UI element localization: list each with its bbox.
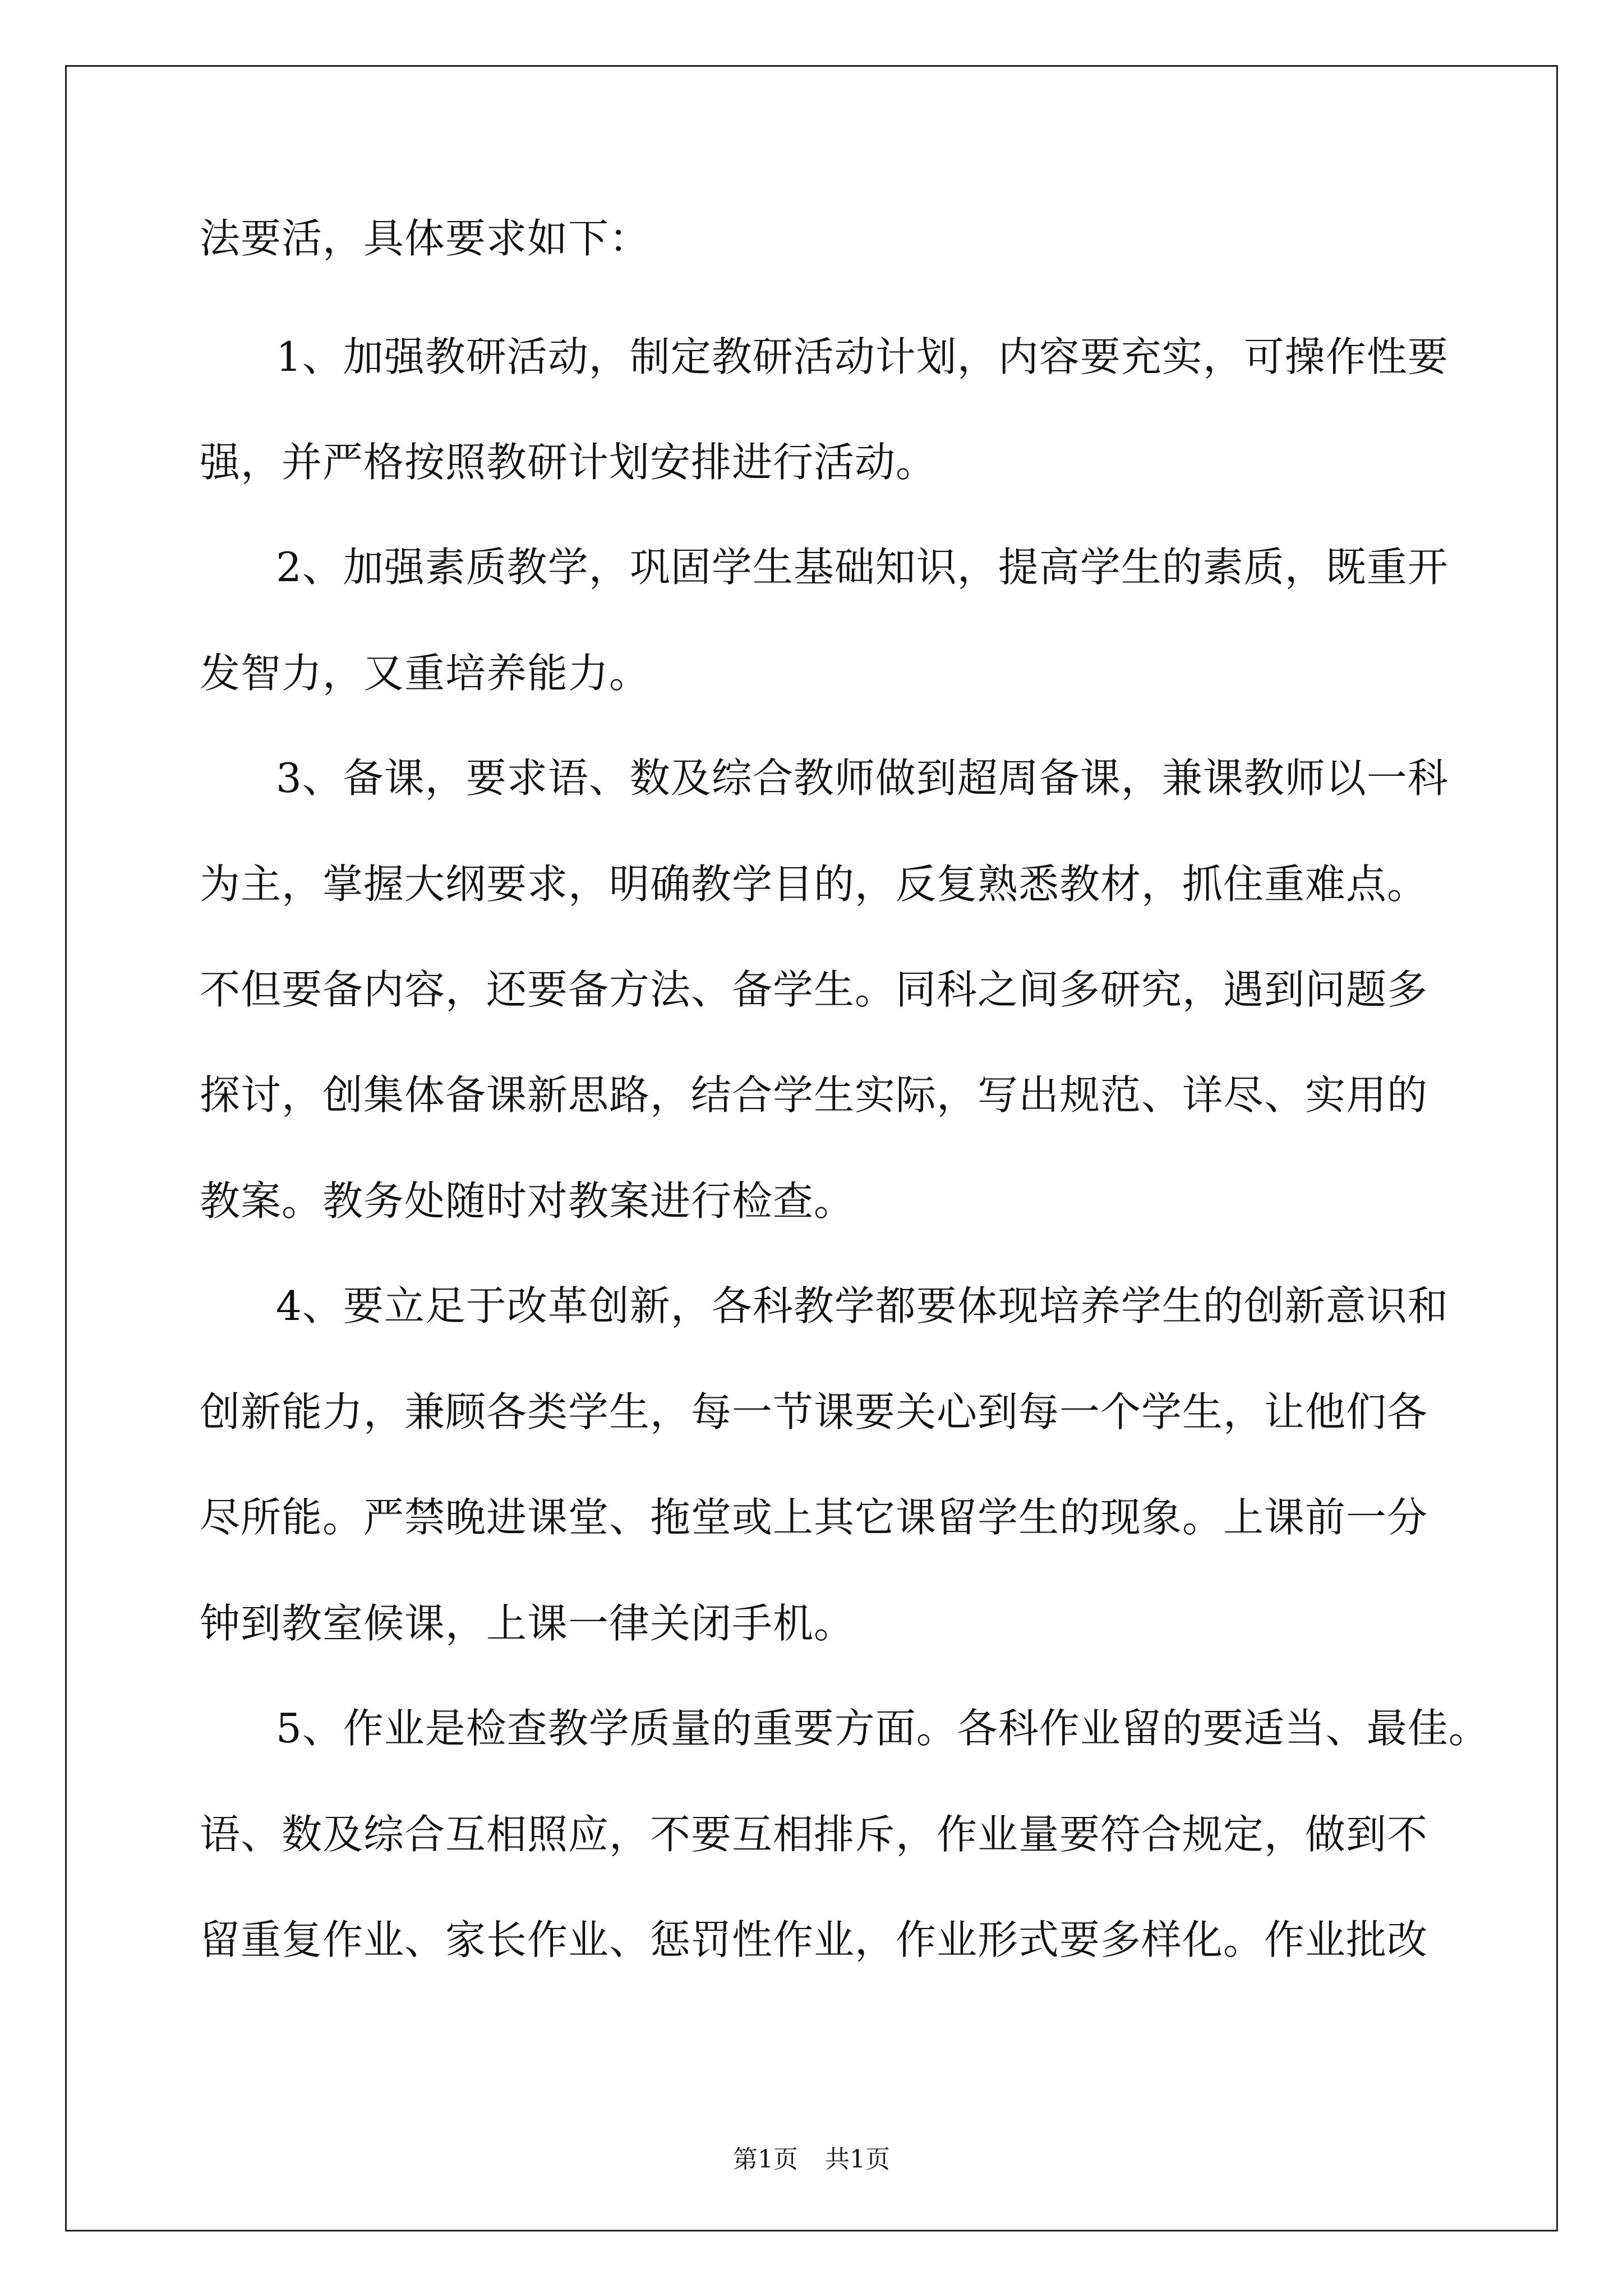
page-total: 共1页 <box>825 2145 890 2174</box>
text-line: 探讨，创集体备课新思路，结合学生实际，写出规范、详尽、实用的 <box>200 1071 1428 1119</box>
page-number: 第1页 <box>733 2145 798 2174</box>
text-line: 不但要备内容，还要备方法、备学生。同科之间多研究，遇到问题多 <box>200 966 1428 1013</box>
text-line: 留重复作业、家长作业、惩罚性作业，作业形式要多样化。作业批改 <box>200 1916 1428 1963</box>
text-line: 钟到教室候课，上课一律关闭手机。 <box>200 1600 855 1647</box>
text-line: 发智力，又重培养能力。 <box>200 650 651 697</box>
text-line: 创新能力，兼顾各类学生，每一节课要关心到每一个学生，让他们各 <box>200 1388 1428 1435</box>
text-line: 法要活，具体要求如下： <box>200 215 651 262</box>
text-line: 尽所能。严禁晚进课堂、拖堂或上其它课留学生的现象。上课前一分 <box>200 1494 1428 1541</box>
text-line: 教案。教务处随时对教案进行检查。 <box>200 1177 855 1225</box>
text-line: 1、加强教研活动，制定教研活动计划，内容要充实，可操作性要 <box>276 333 1449 380</box>
text-line: 强，并严格按照教研计划安排进行活动。 <box>200 439 937 486</box>
text-line: 为主，掌握大纲要求，明确教学目的，反复熟悉教材，抓住重难点。 <box>200 861 1428 908</box>
text-line: 语、数及综合互相照应，不要互相排斥，作业量要符合规定，做到不 <box>200 1811 1428 1858</box>
text-line: 3、备课，要求语、数及综合教师做到超周备课，兼课教师以一科 <box>276 754 1449 802</box>
text-line: 2、加强素质教学，巩固学生基础知识，提高学生的素质，既重开 <box>276 544 1449 591</box>
text-line: 4、要立足于改革创新，各科教学都要体现培养学生的创新意识和 <box>276 1282 1449 1329</box>
page-footer <box>0 2143 1623 2177</box>
text-line: 5、作业是检查教学质量的重要方面。各科作业留的要适当、最佳。 <box>276 1705 1490 1752</box>
